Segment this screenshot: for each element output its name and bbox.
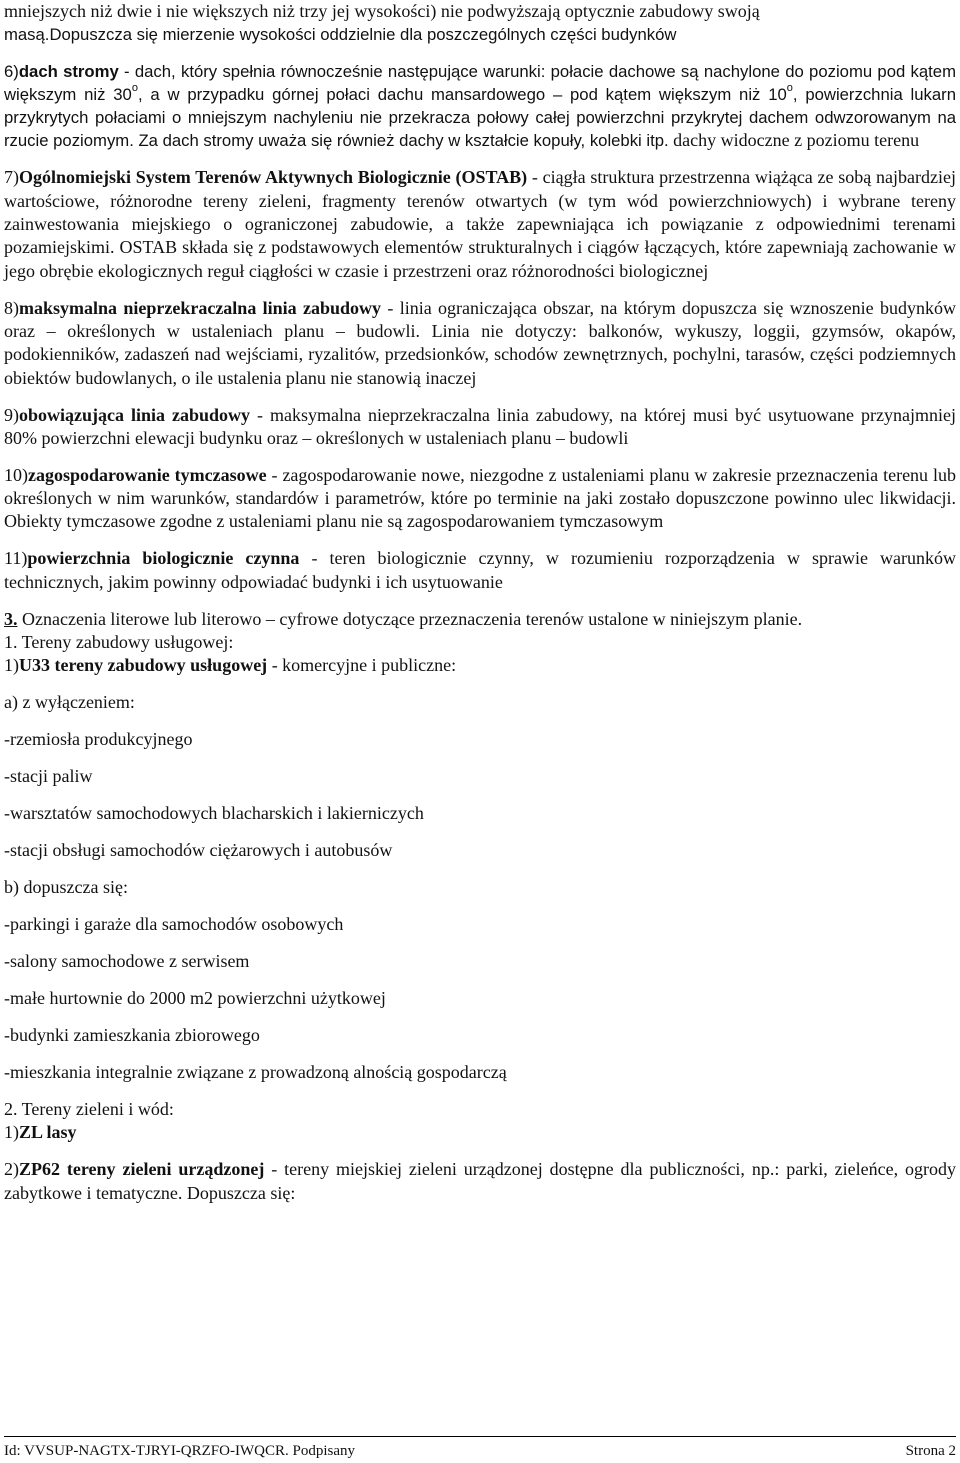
list-item: -mieszkania integralnie związane z prowadzoną alnością gospodarczą	[4, 1062, 507, 1083]
list-item: a) z wyłączeniem:	[4, 692, 135, 713]
definition-text: , powierzchnia lukarn przykrytych połaciami o mniejszym nachyleniu nie przekracza połowy całej powierzchni przykrytej dachem odwzorowanym na rzucie poziomym. Za dach stromy uważa się również dachy w kształcie kopuły, kolebki itp.	[4, 84, 956, 151]
definition-6	[4, 60, 956, 153]
list-item: -budynki zamieszkania zbiorowego	[4, 1025, 260, 1046]
definition-number: 6)	[4, 61, 19, 81]
definition-number: 10)	[4, 464, 28, 485]
zone-number: 1)	[4, 655, 19, 676]
definition-8	[4, 297, 956, 390]
definition-text: - teren biologicznie czynny, w rozumieniu rozporządzenia w sprawie warunków technicznych, jakim powinny odpowiadać budynki i ich usytuowanie	[4, 548, 957, 592]
degree-mark: o	[786, 81, 793, 94]
list-item: -małe hurtownie do 2000 m2 powierzchni użytkowej	[4, 988, 386, 1009]
page-number: Strona 2	[905, 1442, 956, 1459]
definition-number: 8)	[4, 297, 19, 318]
zone-number: 2)	[4, 1159, 19, 1180]
document-id: Id: VVSUP-NAGTX-TJRYI-QRZFO-IWQCR. Podpisany	[4, 1442, 355, 1459]
list-item: -warsztatów samochodowych blacharskich i lakierniczych	[4, 803, 424, 824]
list-item: b) dopuszcza się:	[4, 877, 128, 898]
section-number: 3.	[4, 608, 18, 629]
definition-10	[4, 464, 956, 534]
zone-term: ZL lasy	[19, 1122, 77, 1143]
group-heading-greenery: 2. Tereny zieleni i wód:	[4, 1099, 174, 1120]
definition-text-serif: dachy widoczne z poziomu terenu	[668, 130, 920, 151]
definition-number: 7)	[4, 167, 19, 188]
zone-text: - tereny miejskiej zieleni urządzonej dostępne dla publiczności, np.: parki, zieleńce, ogrody zabytkowe i tematyczne. Dopuszcza się:	[4, 1159, 956, 1203]
definition-text: - ciągła struktura przestrzenna wiążąca ze sobą najbardziej wartościowe, różnorodne tereny zieleni, fragmenty terenów otwartych (w tym wód powierzchniowych) i wybrane tereny zainwestowania miejskiego o ograniczonej zabudowie, a także zapewniająca ich powiązanie z odpowiednimi terenami pozamiejskimi. OSTAB składa się z podstawowych elementów strukturalnych i ciągów łączących, które zapewniają zachowanie w jego obrębie ekologicznych reguł ciągłości w czasie i przestrzeni oraz różnorodności biologicznej	[4, 167, 957, 281]
zone-zl	[4, 1121, 956, 1144]
definition-text: - maksymalna nieprzekraczalna linia zabudowy, na której musi być usytuowane przynajmniej 80% powierzchni elewacji budynku oraz – określonych w ustaleniach planu – budowli	[4, 404, 956, 448]
degree-mark: o	[131, 81, 138, 94]
definition-text: - linia ograniczająca obszar, na którym dopuszcza się wznoszenie budynków oraz – określonych w ustaleniach planu – budowli. Linia nie dotyczy: balkonów, wykuszy, loggii, gzymsów, okapów, podokienników, zadaszeń nad wejściami, ryzalitów, przedsionków, schodów zewnętrznych, pochylni, tarasów, części podziemnych obiektów budowlanych, o ile ustalenia planu nie stanowią inaczej	[4, 297, 956, 388]
zone-u33	[4, 654, 956, 677]
zone-text: - komercyjne i publiczne:	[267, 655, 457, 676]
continuation-paragraph	[4, 0, 956, 47]
list-item: -stacji paliw	[4, 766, 93, 787]
definition-number: 9)	[4, 404, 19, 425]
zone-term: ZP62 tereny zieleni urządzonej	[19, 1159, 265, 1180]
section-text: Oznaczenia literowe lub literowo – cyfrowe dotyczące przeznaczenia terenów ustalone w niniejszym planie.	[17, 608, 803, 629]
list-item: -stacji obsługi samochodów ciężarowych i autobusów	[4, 840, 393, 861]
zone-u33-list	[4, 691, 956, 1121]
zone-term: U33 tereny zabudowy usługowej	[19, 655, 268, 676]
definition-7	[4, 166, 956, 282]
zone-zp62	[4, 1158, 956, 1205]
group-heading-services: 1. Tereny zabudowy usługowej:	[4, 631, 234, 652]
continuation-line-2: masą.Dopuszcza się mierzenie wysokości oddzielnie dla poszczególnych części budynków	[4, 25, 677, 45]
definition-text: , a w przypadku górnej połaci dachu mansardowego – pod kątem większym niż 10	[137, 84, 787, 104]
continuation-line-1: mniejszych niż dwie i nie większych niż trzy jej wysokości) nie podwyższają optycznie zabudowy swoją	[4, 1, 760, 21]
definition-term: obowiązująca linia zabudowy	[19, 404, 251, 425]
page-footer	[4, 1436, 956, 1461]
definition-11	[4, 547, 956, 594]
definition-term: Ogólnomiejski System Terenów Aktywnych Biologicznie (OSTAB)	[19, 167, 528, 188]
zone-number: 1)	[4, 1122, 19, 1143]
section-3	[4, 608, 956, 631]
definition-term: dach stromy	[18, 61, 119, 81]
definition-text: - zagospodarowanie nowe, niezgodne z ustaleniami planu w zakresie przeznaczenia terenu lub określonych w nim warunków, standardów i parametrów, które po terminie na jaki zostało dopuszczone powinno ulec likwidacji. Obiekty tymczasowe zgodne z ustaleniami planu nie są zagospodarowaniem tymczasowym	[4, 464, 956, 532]
list-item: -salony samochodowe z serwisem	[4, 951, 250, 972]
definition-number: 11)	[4, 548, 28, 569]
definition-term: maksymalna nieprzekraczalna linia zabudowy	[19, 297, 382, 318]
definition-term: powierzchnia biologicznie czynna	[27, 548, 300, 569]
list-item: -rzemiosła produkcyjnego	[4, 729, 193, 750]
definition-text: - dach, który spełnia równocześnie następujące warunki: połacie dachowe są nachylone do poziomu pod kątem większym niż 30	[4, 61, 956, 104]
definition-term: zagospodarowanie tymczasowe	[28, 464, 267, 485]
list-item: -parkingi i garaże dla samochodów osobowych	[4, 914, 344, 935]
definition-9	[4, 404, 956, 451]
